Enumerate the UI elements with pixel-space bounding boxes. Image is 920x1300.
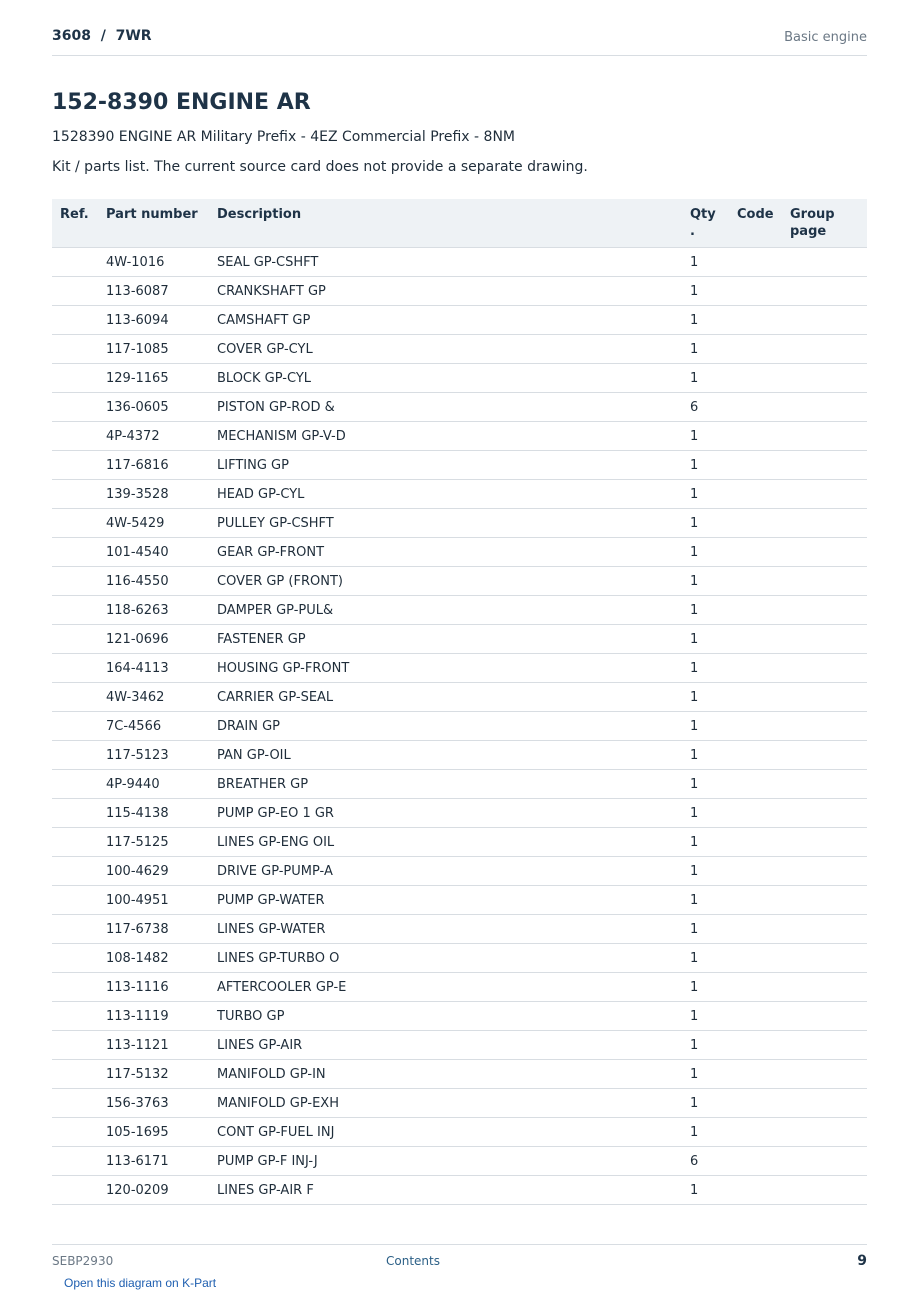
qty-cell: 1 bbox=[690, 661, 699, 676]
description-cell: PULLEY GP-CSHFT bbox=[217, 516, 334, 531]
description-cell: TURBO GP bbox=[217, 1009, 285, 1024]
part-number-cell: 117-6738 bbox=[106, 922, 169, 937]
part-number-cell: 117-6816 bbox=[106, 458, 169, 473]
column-header-code: Code bbox=[737, 207, 774, 222]
part-number-cell: 136-0605 bbox=[106, 400, 169, 415]
part-number-cell: 100-4629 bbox=[106, 864, 169, 879]
qty-cell: 1 bbox=[690, 603, 699, 618]
part-number-cell: 108-1482 bbox=[106, 951, 169, 966]
description-cell: LINES GP-WATER bbox=[217, 922, 326, 937]
part-number-cell: 4W-5429 bbox=[106, 516, 165, 531]
part-number-cell: 113-1116 bbox=[106, 980, 169, 995]
table-row bbox=[52, 799, 867, 828]
table-row bbox=[52, 1118, 867, 1147]
description-cell: MANIFOLD GP-EXH bbox=[217, 1096, 339, 1111]
part-number-cell: 113-1121 bbox=[106, 1038, 169, 1053]
qty-cell: 1 bbox=[690, 255, 699, 270]
description-cell: AFTERCOOLER GP-E bbox=[217, 980, 347, 995]
table-row bbox=[52, 1089, 867, 1118]
qty-cell: 1 bbox=[690, 1096, 699, 1111]
description-cell: CAMSHAFT GP bbox=[217, 313, 311, 328]
part-number-cell: 105-1695 bbox=[106, 1125, 169, 1140]
part-number-cell: 118-6263 bbox=[106, 603, 169, 618]
document-number: SEBP2930 bbox=[52, 1254, 114, 1268]
description-cell: BREATHER GP bbox=[217, 777, 309, 792]
description-cell: DRIVE GP-PUMP-A bbox=[217, 864, 333, 879]
table-row bbox=[52, 393, 867, 422]
column-header-ref: Ref. bbox=[60, 207, 89, 222]
table-row bbox=[52, 364, 867, 393]
table-row bbox=[52, 306, 867, 335]
qty-cell: 1 bbox=[690, 487, 699, 502]
qty-cell: 1 bbox=[690, 313, 699, 328]
description-cell: GEAR GP-FRONT bbox=[217, 545, 325, 560]
section-name: Basic engine bbox=[784, 30, 867, 45]
qty-cell: 1 bbox=[690, 864, 699, 879]
table-row bbox=[52, 770, 867, 799]
column-header-description: Description bbox=[217, 207, 302, 222]
part-number-cell: 117-5125 bbox=[106, 835, 169, 850]
description-cell: COVER GP (FRONT) bbox=[217, 574, 343, 589]
qty-cell: 1 bbox=[690, 893, 699, 908]
page-footer bbox=[52, 1244, 867, 1275]
description-cell: BLOCK GP-CYL bbox=[217, 371, 312, 386]
qty-cell: 1 bbox=[690, 1125, 699, 1140]
description-cell: PUMP GP-WATER bbox=[217, 893, 325, 908]
page-title: 152-8390 ENGINE AR bbox=[52, 90, 311, 115]
description-cell: CARRIER GP-SEAL bbox=[217, 690, 334, 705]
qty-cell: 1 bbox=[690, 690, 699, 705]
description-cell: HEAD GP-CYL bbox=[217, 487, 305, 502]
part-number-cell: 117-5123 bbox=[106, 748, 169, 763]
description-cell: LINES GP-TURBO O bbox=[217, 951, 340, 966]
part-number-cell: 4W-1016 bbox=[106, 255, 165, 270]
qty-cell: 1 bbox=[690, 1038, 699, 1053]
table-row bbox=[52, 741, 867, 770]
qty-cell: 1 bbox=[690, 1067, 699, 1082]
table-row bbox=[52, 1147, 867, 1176]
description-cell: PUMP GP-F INJ-J bbox=[217, 1154, 318, 1169]
table-row bbox=[52, 538, 867, 567]
part-number-cell: 129-1165 bbox=[106, 371, 169, 386]
table-row bbox=[52, 915, 867, 944]
part-number-cell: 113-1119 bbox=[106, 1009, 169, 1024]
page-number: 9 bbox=[857, 1253, 867, 1269]
qty-cell: 1 bbox=[690, 922, 699, 937]
table-row bbox=[52, 683, 867, 712]
part-number-cell: 100-4951 bbox=[106, 893, 169, 908]
description-cell: HOUSING GP-FRONT bbox=[217, 661, 350, 676]
qty-cell: 1 bbox=[690, 719, 699, 734]
column-header-part-number: Part number bbox=[106, 207, 198, 222]
part-number-cell: 115-4138 bbox=[106, 806, 169, 821]
description-cell: LINES GP-AIR F bbox=[217, 1183, 314, 1198]
column-header-qty: Qty . bbox=[690, 207, 716, 239]
description-cell: CONT GP-FUEL INJ bbox=[217, 1125, 335, 1140]
table-row bbox=[52, 828, 867, 857]
qty-cell: 1 bbox=[690, 545, 699, 560]
part-number-cell: 156-3763 bbox=[106, 1096, 169, 1111]
table-header bbox=[52, 199, 867, 248]
description-cell: LINES GP-ENG OIL bbox=[217, 835, 335, 850]
table-row bbox=[52, 1176, 867, 1205]
table-row bbox=[52, 567, 867, 596]
table-row bbox=[52, 1060, 867, 1089]
part-number-cell: 164-4113 bbox=[106, 661, 169, 676]
table-row bbox=[52, 422, 867, 451]
description-cell: SEAL GP-CSHFT bbox=[217, 255, 319, 270]
part-number-cell: 117-5132 bbox=[106, 1067, 169, 1082]
qty-cell: 6 bbox=[690, 1154, 699, 1169]
table-row bbox=[52, 596, 867, 625]
table-row bbox=[52, 973, 867, 1002]
qty-cell: 1 bbox=[690, 574, 699, 589]
qty-cell: 1 bbox=[690, 1183, 699, 1198]
description-cell: LINES GP-AIR bbox=[217, 1038, 303, 1053]
description-cell: PAN GP-OIL bbox=[217, 748, 291, 763]
description-cell: PISTON GP-ROD & bbox=[217, 400, 335, 415]
description-cell: LIFTING GP bbox=[217, 458, 289, 473]
column-header-group-page: Group page bbox=[790, 207, 835, 239]
description-cell: CRANKSHAFT GP bbox=[217, 284, 326, 299]
description-cell: COVER GP-CYL bbox=[217, 342, 313, 357]
description-cell: MECHANISM GP-V-D bbox=[217, 429, 346, 444]
table-row bbox=[52, 886, 867, 915]
qty-cell: 1 bbox=[690, 458, 699, 473]
parts-table bbox=[52, 199, 867, 1205]
part-number-cell: 121-0696 bbox=[106, 632, 169, 647]
part-number-cell: 7C-4566 bbox=[106, 719, 162, 734]
qty-cell: 1 bbox=[690, 632, 699, 647]
part-number-cell: 101-4540 bbox=[106, 545, 169, 560]
qty-cell: 1 bbox=[690, 1009, 699, 1024]
qty-cell: 1 bbox=[690, 371, 699, 386]
part-number-cell: 4P-4372 bbox=[106, 429, 160, 444]
part-number-cell: 139-3528 bbox=[106, 487, 169, 502]
part-number-cell: 113-6094 bbox=[106, 313, 169, 328]
qty-cell: 1 bbox=[690, 748, 699, 763]
table-row bbox=[52, 480, 867, 509]
open-in-kpart-link[interactable]: Open this diagram on K-Part bbox=[64, 1276, 217, 1290]
qty-cell: 1 bbox=[690, 980, 699, 995]
part-number-cell: 4W-3462 bbox=[106, 690, 165, 705]
table-row bbox=[52, 277, 867, 306]
qty-cell: 1 bbox=[690, 516, 699, 531]
table-row bbox=[52, 248, 867, 277]
table-row bbox=[52, 944, 867, 973]
part-number-cell: 113-6087 bbox=[106, 284, 169, 299]
page-subtitle: 1528390 ENGINE AR Military Prefix - 4EZ Commercial Prefix - 8NM bbox=[52, 129, 515, 145]
part-number-cell: 113-6171 bbox=[106, 1154, 169, 1169]
qty-cell: 1 bbox=[690, 835, 699, 850]
table-row bbox=[52, 1031, 867, 1060]
part-number-cell: 116-4550 bbox=[106, 574, 169, 589]
table-row bbox=[52, 335, 867, 364]
part-number-cell: 4P-9440 bbox=[106, 777, 160, 792]
description-cell: MANIFOLD GP-IN bbox=[217, 1067, 326, 1082]
description-cell: PUMP GP-EO 1 GR bbox=[217, 806, 334, 821]
contents-link[interactable]: Contents bbox=[386, 1254, 440, 1268]
table-row bbox=[52, 654, 867, 683]
part-number-cell: 117-1085 bbox=[106, 342, 169, 357]
qty-cell: 1 bbox=[690, 342, 699, 357]
table-row bbox=[52, 509, 867, 538]
description-cell: DRAIN GP bbox=[217, 719, 281, 734]
description-cell: DAMPER GP-PUL& bbox=[217, 603, 334, 618]
qty-cell: 1 bbox=[690, 284, 699, 299]
source-note: Kit / parts list. The current source card does not provide a separate drawing. bbox=[52, 159, 588, 175]
table-row bbox=[52, 451, 867, 480]
table-row bbox=[52, 712, 867, 741]
description-cell: FASTENER GP bbox=[217, 632, 306, 647]
table-row bbox=[52, 857, 867, 886]
table-body bbox=[52, 248, 867, 1205]
part-number-cell: 120-0209 bbox=[106, 1183, 169, 1198]
breadcrumb: 3608 / 7WR bbox=[52, 28, 152, 44]
qty-cell: 1 bbox=[690, 429, 699, 444]
page-header bbox=[52, 28, 867, 56]
qty-cell: 1 bbox=[690, 951, 699, 966]
qty-cell: 1 bbox=[690, 777, 699, 792]
table-row bbox=[52, 1002, 867, 1031]
table-row bbox=[52, 625, 867, 654]
qty-cell: 6 bbox=[690, 400, 699, 415]
qty-cell: 1 bbox=[690, 806, 699, 821]
